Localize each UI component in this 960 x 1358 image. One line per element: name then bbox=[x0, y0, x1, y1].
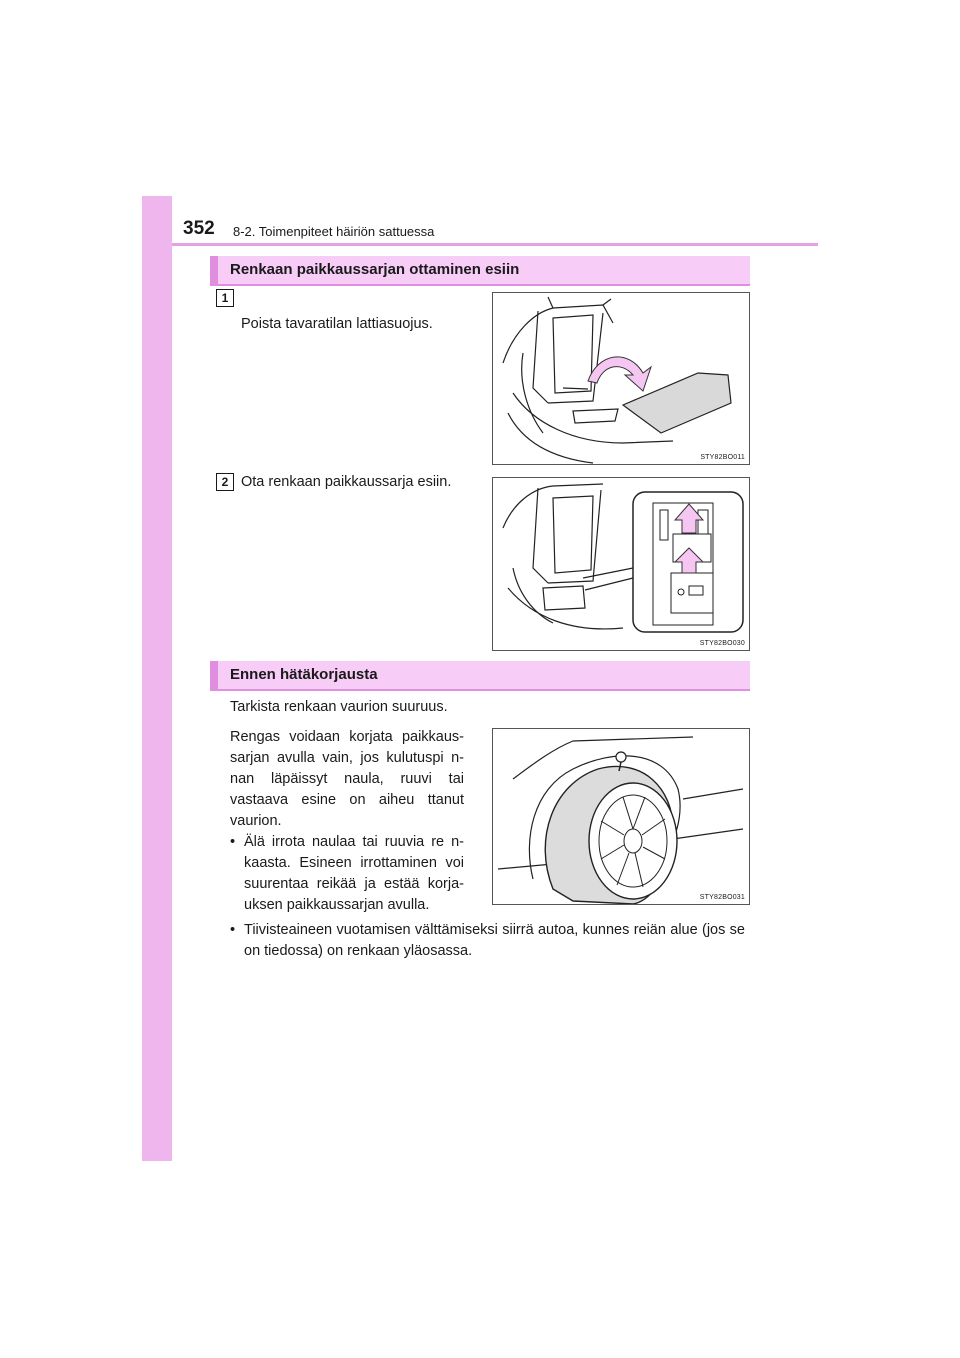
side-band bbox=[142, 196, 172, 1161]
step-text-2: Ota renkaan paikkaussarja esiin. bbox=[241, 474, 452, 490]
step-number-2: 2 bbox=[216, 473, 234, 491]
bullet-text-2: Tiivisteaineen vuotamisen välttämiseksi siirrä autoa, kunnes reiän alue (jos se on tiedossa) on renkaan yläosassa. bbox=[244, 922, 745, 959]
step-text-1: Poista tavaratilan lattiasuojus. bbox=[241, 316, 433, 332]
body-paragraph: Rengas voidaan korjata paikkaus-sarjan avulla vain, jos kulutuspi n-nan läpäissyt naula, ruuvi tai vastaava esine on aiheu ttanut vaurion. bbox=[230, 729, 464, 829]
bullet-item-1 bbox=[230, 832, 464, 916]
figure-code: STY82BO011 bbox=[700, 454, 745, 461]
step-number-1: 1 bbox=[216, 289, 234, 307]
bullet-symbol: • bbox=[230, 922, 236, 938]
header-rule bbox=[172, 243, 818, 246]
figure-take-out-kit bbox=[492, 477, 750, 651]
section-heading-before-repair: Ennen hätäkorjausta bbox=[210, 661, 750, 691]
figure-punctured-tire bbox=[492, 728, 750, 905]
bullet-item-2 bbox=[230, 920, 745, 962]
bullet-symbol: • bbox=[230, 834, 236, 850]
figure-code: STY82BO030 bbox=[699, 640, 745, 647]
bullet-text-1: Älä irrota naulaa tai ruuvia re n-kaasta. Esineen irrottaminen voi suurentaa reikää ja estää korja-uksen paikkaussarjan avulla. bbox=[244, 834, 464, 913]
section-heading-repair-kit: Renkaan paikkaussarjan ottaminen esiin bbox=[210, 256, 750, 286]
page-number: 352 bbox=[183, 218, 215, 239]
intro-text: Tarkista renkaan vaurion suuruus. bbox=[230, 699, 448, 715]
figure-remove-floor-cover bbox=[492, 292, 750, 465]
figure-code: STY82BO031 bbox=[699, 894, 745, 901]
chapter-title: 8-2. Toimenpiteet häiriön sattuessa bbox=[233, 224, 435, 239]
